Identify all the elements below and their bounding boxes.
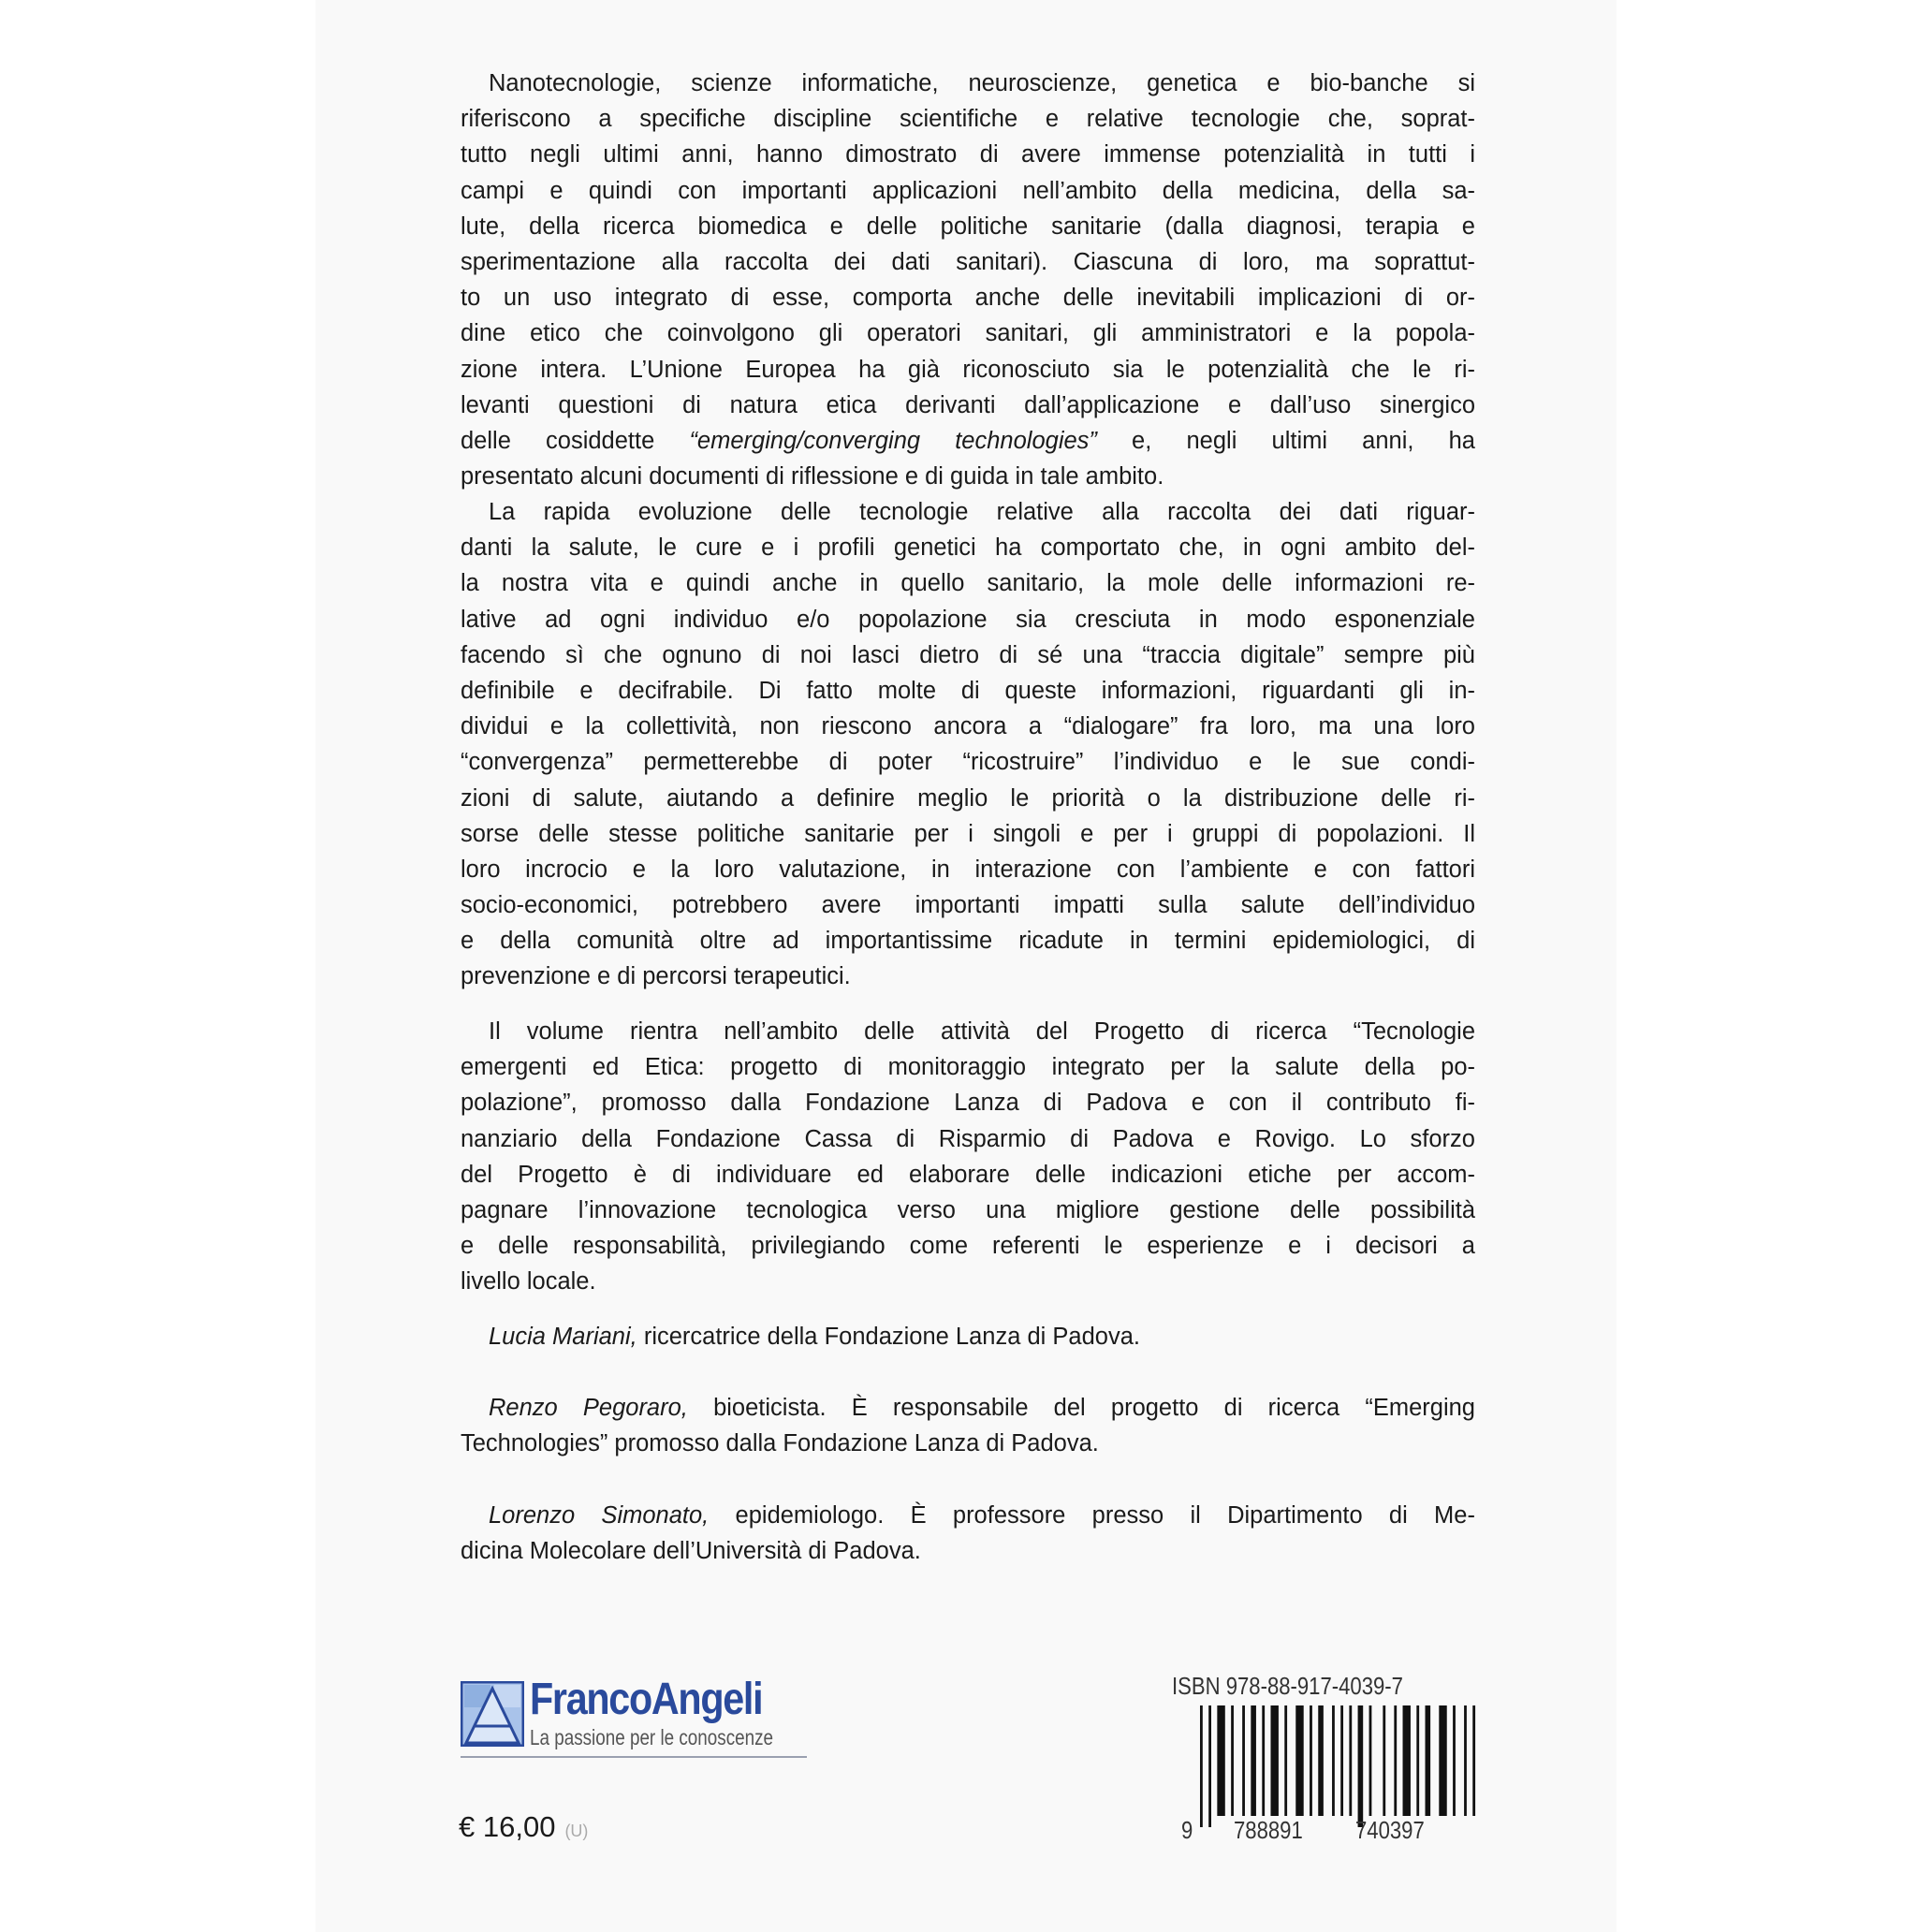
text-line: polazione”, promosso dalla Fondazione Lanza di Padova e con il contributo fi-	[461, 1090, 1475, 1117]
barcode-bar	[1416, 1705, 1419, 1816]
barcode-bar	[1262, 1705, 1265, 1816]
barcode-bar	[1208, 1705, 1211, 1827]
price	[459, 1810, 588, 1844]
barcode-bar	[1383, 1705, 1385, 1816]
publisher-name: FrancoAngeli	[530, 1675, 763, 1724]
text-line: livello locale.	[461, 1268, 596, 1295]
paragraph	[461, 66, 1475, 494]
text-line: dividui e la collettività, non riescono ancora a “dialogare” fra loro, ma una loro	[461, 713, 1475, 740]
text-line: danti la salute, le cure e i profili genetici ha comportato che, in ogni ambito del-	[461, 534, 1475, 562]
isbn-label: ISBN 978-88-917-4039-7	[1172, 1672, 1403, 1700]
text-line: zione intera. L’Unione Europea ha già riconosciuto sia le potenzialità che le ri-	[461, 356, 1475, 383]
author-bio	[461, 1498, 1475, 1569]
barcode-bar	[1251, 1705, 1256, 1816]
author-name: Lucia Mariani,	[489, 1324, 637, 1350]
text-line: sorse delle stesse politiche sanitarie per i singoli e per i gruppi di popolazioni. Il	[461, 820, 1475, 847]
text-line: “convergenza” permetterebbe di poter “ricostruire” l’individuo e le sue condi-	[461, 749, 1475, 776]
barcode-bar	[1349, 1705, 1352, 1816]
author-description: dicina Molecolare dell’Università di Padova.	[461, 1538, 921, 1565]
author-name: Renzo Pegoraro,	[489, 1395, 688, 1421]
text-line: campi e quindi con importanti applicazioni nell’ambito della medicina, della sa-	[461, 177, 1475, 204]
barcode-bar	[1318, 1705, 1324, 1816]
text-line: la nostra vita e quindi anche in quello sanitario, la mole delle informazioni re-	[461, 570, 1475, 597]
barcode-bar	[1270, 1705, 1278, 1816]
publisher-logo-mark-icon	[461, 1681, 524, 1747]
publisher-tagline: La passione per le conoscenze	[530, 1725, 774, 1749]
barcode-bar	[1453, 1705, 1456, 1816]
text-line: e delle responsabilità, privilegiando come referenti le esperienze e i decisori a	[461, 1233, 1475, 1260]
barcode-bar	[1231, 1705, 1234, 1816]
logo-divider	[461, 1756, 807, 1758]
text-line: e della comunità oltre ad importantissime ricadute in termini epidemiologici, di	[461, 928, 1475, 955]
author-description: ricercatrice della Fondazione Lanza di Padova.	[637, 1324, 1140, 1350]
barcode	[1200, 1705, 1477, 1827]
barcode-bar	[1464, 1705, 1467, 1816]
text-line: sperimentazione alla raccolta dei dati sanitari). Ciascuna di loro, ma soprattut-	[461, 248, 1475, 275]
text-line: lute, della ricerca biomedica e delle politiche sanitarie (dalla diagnosi, terapia e	[461, 212, 1475, 240]
text-line: loro incrocio e la loro valutazione, in interazione con l’ambiente e con fattori	[461, 856, 1475, 883]
text-line	[461, 1390, 1475, 1426]
text-line: lative ad ogni individuo e/o popolazione sia cresciuta in modo esponenziale	[461, 606, 1475, 633]
author-description: Technologies” promosso dalla Fondazione Lanza di Padova.	[461, 1430, 1099, 1457]
italic-phrase: “emerging/converging technologies”	[689, 427, 1097, 454]
barcode-bar	[1310, 1705, 1312, 1816]
barcode-digits-left: 788891	[1234, 1816, 1303, 1844]
text-line: Il volume rientra nell’ambito delle attività del Progetto di ricerca “Tecnologie	[489, 1018, 1475, 1045]
barcode-bar	[1217, 1705, 1224, 1816]
text-line: tutto negli ultimi anni, hanno dimostrato di avere immense potenzialità in tutti i	[461, 141, 1475, 168]
text-line: levanti questioni di natura etica derivanti dall’applicazione e dall’uso sinergico	[461, 391, 1475, 418]
author-description: epidemiologo. È professore presso il Dipartimento di Me-	[709, 1502, 1475, 1529]
barcode-bar	[1426, 1705, 1431, 1816]
barcode-bar	[1358, 1705, 1364, 1827]
text-line: nanziario della Fondazione Cassa di Risparmio di Padova e Rovigo. Lo sforzo	[461, 1125, 1475, 1152]
barcode-bar	[1403, 1705, 1411, 1816]
text-line: presentato alcuni documenti di riflessione e di guida in tale ambito.	[461, 463, 1164, 490]
barcode-bar	[1295, 1705, 1303, 1816]
text-line: pagnare l’innovazione tecnologica verso una migliore gestione delle possibilità	[461, 1196, 1475, 1223]
barcode-bar	[1472, 1705, 1475, 1816]
barcode-bar	[1242, 1705, 1245, 1816]
paragraph	[461, 1014, 1475, 1300]
text-line: to un uso integrato di esse, comporta anche delle inevitabili implicazioni di or-	[461, 285, 1475, 312]
price-value: € 16,00	[459, 1810, 556, 1843]
text-line: Nanotecnologie, scienze informatiche, neuroscienze, genetica e bio-banche si	[489, 70, 1475, 96]
barcode-bar	[1394, 1705, 1397, 1816]
barcode-bar	[1284, 1705, 1287, 1816]
text-line: La rapida evoluzione delle tecnologie relative alla raccolta dei dati riguar-	[489, 499, 1475, 525]
text-segment: e, negli ultimi anni, ha	[1096, 427, 1475, 454]
text-line: emergenti ed Etica: progetto di monitoraggio integrato per la salute della po-	[461, 1054, 1475, 1081]
author-description: bioeticista. È responsabile del progetto di ricerca “Emerging	[687, 1395, 1475, 1421]
text-line: dine etico che coinvolgono gli operatori sanitari, gli amministratori e la popola-	[461, 320, 1475, 347]
barcode-digit-first: 9	[1181, 1816, 1193, 1844]
text-line	[461, 1533, 1475, 1569]
author-bio	[461, 1390, 1475, 1461]
text-line	[461, 1426, 1475, 1461]
text-segment: delle cosiddette	[461, 427, 690, 454]
text-line: facendo sì che ognuno di noi lasci dietro di sé una “traccia digitale” sempre più	[461, 641, 1475, 668]
price-code: (U)	[564, 1822, 589, 1840]
text-line: definibile e decifrabile. Di fatto molte di queste informazioni, riguardanti gli in-	[461, 677, 1475, 704]
text-line	[461, 1319, 1475, 1354]
barcode-bar	[1200, 1705, 1203, 1827]
text-line: riferiscono a specifiche discipline scientifiche e relative tecnologie che, soprat-	[461, 106, 1475, 133]
barcode-bar	[1340, 1705, 1343, 1816]
barcode-bar	[1332, 1705, 1335, 1816]
text-line	[461, 1498, 1475, 1533]
text-line: socio-economici, potrebbero avere importanti impatti sulla salute dell’individuo	[461, 892, 1475, 919]
text-line	[461, 423, 1475, 459]
barcode-bar	[1369, 1705, 1372, 1816]
barcode-digits-right: 740397	[1355, 1816, 1425, 1844]
author-name: Lorenzo Simonato,	[489, 1502, 710, 1529]
text-line: zioni di salute, aiutando a definire meglio le priorità o la distribuzione delle ri-	[461, 784, 1475, 812]
author-bio	[461, 1319, 1475, 1354]
text-line: del Progetto è di individuare ed elaborare delle indicazioni etiche per accom-	[461, 1161, 1475, 1188]
paragraph	[461, 494, 1475, 995]
text-line: prevenzione e di percorsi terapeutici.	[461, 963, 851, 990]
barcode-bar	[1439, 1705, 1446, 1816]
